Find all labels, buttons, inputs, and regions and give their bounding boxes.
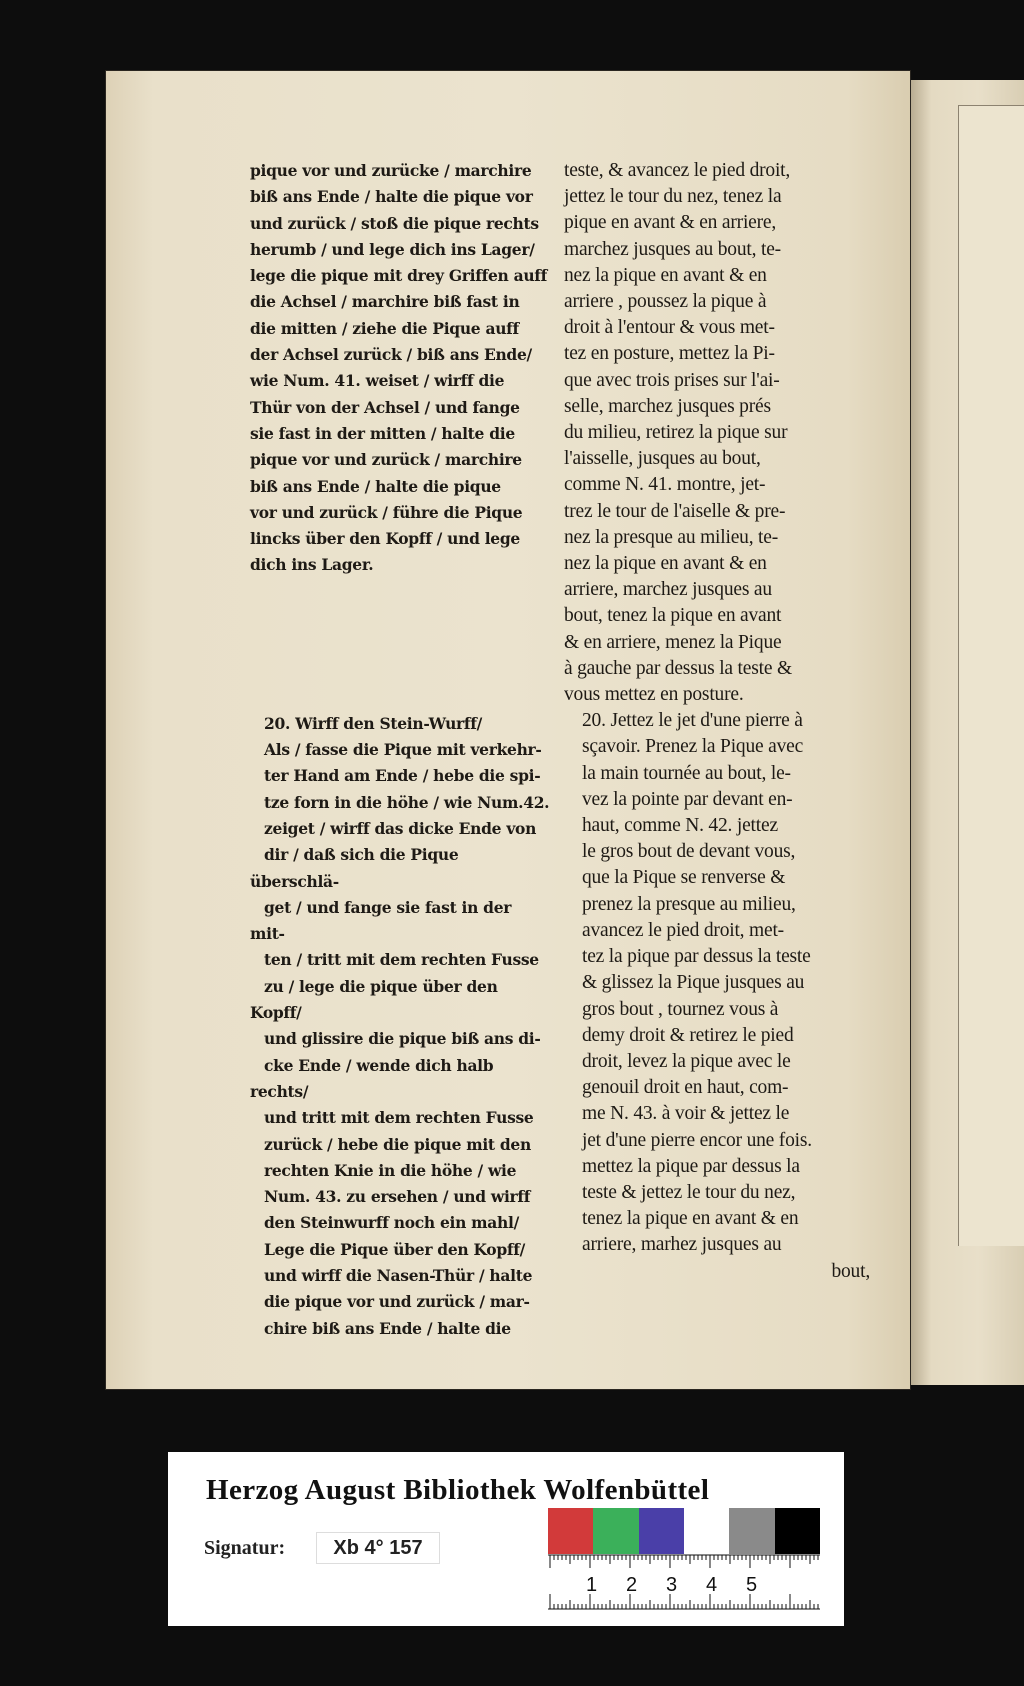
french-text-line: vous mettez en posture. [564, 684, 744, 706]
french-text-line: du milieu, retirez la pique sur [564, 422, 788, 444]
french-text-line: avancez le pied droit, met- [582, 919, 784, 941]
french-text-line: & glissez la Pique jusques au [582, 972, 805, 994]
french-text-line: selle, marchez jusques prés [564, 395, 771, 417]
german-text-line: sie fast in der mitten / halte die [250, 423, 515, 443]
library-title: Herzog August Bibliothek Wolfenbüttel [206, 1474, 710, 1506]
german-text-line: und zurück / stoß die pique rechts [250, 213, 539, 233]
german-text-line: und glissire die pique biß ans di- [264, 1029, 541, 1049]
german-text-line: 20. Wirff den Stein-Wurff/ [264, 713, 483, 733]
german-column [250, 158, 550, 1342]
german-section-2 [250, 711, 550, 1342]
french-text-line: teste, & avancez le pied droit, [564, 160, 791, 181]
french-text-line: jet d'une pierre encor une fois. [582, 1129, 812, 1151]
scale-ruler [548, 1554, 820, 1610]
german-text-line: Thür von der Achsel / und fange [250, 397, 520, 417]
color-swatch [775, 1508, 820, 1554]
german-text-line: chire biß ans Ende / halte die [264, 1318, 511, 1338]
german-text-line: tze forn in die höhe / wie Num.42. [264, 792, 550, 812]
german-text-line: Num. 43. zu ersehen / und wirff [264, 1187, 531, 1207]
french-text-line: droit, levez la pique avec le [582, 1050, 791, 1072]
french-text-line: vez la pointe par devant en- [582, 788, 793, 810]
german-text-line: ten / tritt mit dem rechten Fusse [264, 950, 539, 970]
french-text-line: droit à l'entour & vous met- [564, 317, 775, 339]
german-text-line: die mitten / ziehe die Pique auff [250, 318, 519, 338]
catchword: bout, [831, 1260, 870, 1282]
french-text-line: gros bout , tournez vous à [582, 998, 779, 1020]
german-text-line: Als / fasse die Pique mit verkehr- [264, 740, 542, 760]
french-text-line: me N. 43. à voir & jettez le [582, 1103, 790, 1125]
french-text-line: genouil droit en haut, com- [582, 1077, 789, 1099]
german-section-1 [250, 158, 550, 579]
color-swatch [548, 1508, 593, 1554]
ruler-number: 5 [746, 1574, 758, 1596]
french-text-line: haut, comme N. 42. jettez [582, 815, 778, 837]
french-text-line: jettez le tour du nez, tenez la [564, 186, 782, 208]
german-text-line: lege die pique mit drey Griffen auff [250, 266, 548, 286]
color-swatch [639, 1508, 684, 1554]
german-text-line: ter Hand am Ende / hebe die spi- [264, 766, 541, 786]
german-text-line: rechten Knie in die höhe / wie [264, 1160, 517, 1180]
german-text-line: vor und zurück / führe die Pique [250, 502, 523, 522]
french-text-line: 20. Jettez le jet d'une pierre à [582, 710, 803, 732]
french-section-2 [564, 708, 870, 1258]
color-calibration-strip [548, 1508, 820, 1554]
french-text-line: teste & jettez le tour du nez, [582, 1181, 796, 1203]
french-text-line: trez le tour de l'aiselle & pre- [564, 500, 786, 522]
german-text-line: zu / lege die pique über den Kopff/ [250, 976, 498, 1023]
french-text-line: prenez la presque au milieu, [582, 893, 796, 915]
german-text-line: und wirff die Nasen-Thür / halte [264, 1265, 533, 1285]
french-text-line: nez la pique en avant & en [564, 264, 767, 286]
german-text-line: dir / daß sich die Pique überschlä- [250, 845, 459, 891]
german-text-line: cke Ende / wende dich halb rechts/ [250, 1055, 494, 1101]
library-label [168, 1452, 844, 1626]
color-swatch [684, 1508, 729, 1554]
signatur-label: Signatur: [204, 1537, 286, 1559]
facing-page-border [958, 105, 1024, 1246]
german-text-line: dich ins Lager. [250, 555, 374, 575]
french-section-1 [564, 158, 870, 708]
german-text-line: den Steinwurff noch ein mahl/ [264, 1213, 519, 1233]
french-text-line: à gauche par dessus la teste & [564, 657, 792, 679]
german-text-line: herumb / und lege dich ins Lager/ [250, 239, 535, 259]
ruler-number: 3 [666, 1574, 678, 1596]
ruler-number: 1 [586, 1574, 598, 1596]
german-text-line: lincks über den Kopff / und lege [250, 529, 520, 549]
french-text-line: arriere, marhez jusques au [582, 1234, 782, 1256]
german-text-line: pique vor und zurück / marchire [250, 450, 522, 470]
german-text-line: zurück / hebe die pique mit den [264, 1134, 531, 1154]
german-text-line: biß ans Ende / halte die pique vor [250, 187, 533, 207]
german-text-line: zeiget / wirff das dicke Ende von [264, 818, 537, 838]
french-text-line: tez la pique par dessus la teste [582, 946, 811, 968]
french-text-line: comme N. 41. montre, jet- [564, 474, 766, 496]
german-text-line: Lege die Pique über den Kopff/ [264, 1239, 525, 1259]
german-text-line: der Achsel zurück / biß ans Ende/ [250, 345, 532, 365]
french-text-line: le gros bout de devant vous, [582, 841, 796, 863]
french-text-line: pique en avant & en arriere, [564, 212, 777, 234]
german-text-line: die pique vor und zurück / mar- [264, 1292, 530, 1312]
french-text-line: que avec trois prises sur l'ai- [564, 369, 780, 391]
french-text-line: demy droit & retirez le pied [582, 1024, 794, 1046]
french-text-line: la main tournée au bout, le- [582, 762, 791, 784]
german-text-line: und tritt mit dem rechten Fusse [264, 1108, 534, 1128]
french-text-line: nez la presque au milieu, te- [564, 526, 779, 548]
german-text-line: get / und fange sie fast in der mit- [250, 897, 512, 944]
french-text-line: l'aisselle, jusques au bout, [564, 448, 761, 470]
signatur-value: Xb 4° 157 [316, 1532, 440, 1564]
french-text-line: que la Pique se renverse & [582, 867, 786, 889]
color-swatch [729, 1508, 774, 1554]
french-text-line: tez en posture, mettez la Pi- [564, 343, 775, 365]
french-column [564, 158, 870, 1285]
french-text-line: sçavoir. Prenez la Pique avec [582, 736, 804, 758]
french-text-line: marchez jusques au bout, te- [564, 238, 781, 260]
french-text-line: arriere, marchez jusques au [564, 579, 772, 601]
french-text-line: mettez la pique par dessus la [582, 1155, 800, 1177]
color-swatch [593, 1508, 638, 1554]
french-text-line: nez la pique en avant & en [564, 553, 767, 575]
french-text-line: & en arriere, menez la Pique [564, 631, 782, 653]
german-text-line: die Achsel / marchire biß fast in [250, 292, 520, 312]
ruler-number: 2 [626, 1574, 638, 1596]
french-text-line: bout, tenez la pique en avant [564, 605, 782, 627]
ruler-number: 4 [706, 1574, 718, 1596]
german-text-line: wie Num. 41. weiset / wirff die [250, 371, 505, 391]
german-text-line: biß ans Ende / halte die pique [250, 476, 501, 496]
german-text-line: pique vor und zurücke / marchire [250, 161, 532, 180]
french-text-line: arriere , poussez la pique à [564, 291, 767, 313]
french-text-line: tenez la pique en avant & en [582, 1208, 799, 1230]
